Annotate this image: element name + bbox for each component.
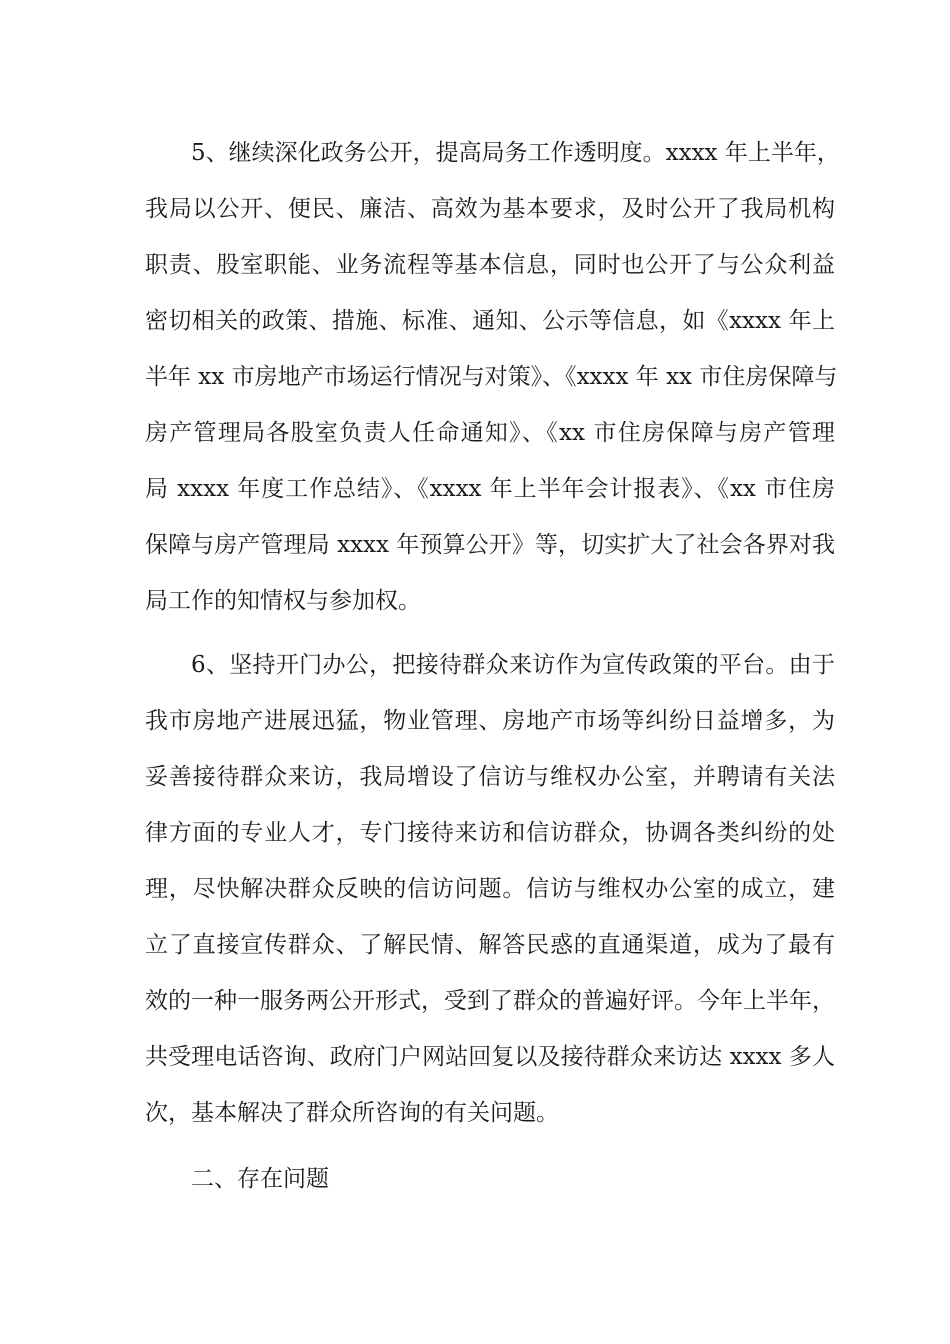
text-line: 立了直接宣传群众、了解民情、解答民惑的直通渠道，成为了最有 [145, 932, 835, 958]
text-line: 理，尽快解决群众反映的信访问题。信访与维权办公室的成立，建 [145, 876, 835, 902]
text-line: 房产管理局各股室负责人任命通知》、《xx 市住房保障与房产管理 [145, 420, 835, 446]
text-line: 妥善接待群众来访，我局增设了信访与维权办公室，并聘请有关法 [145, 764, 835, 790]
text-line: 6、坚持开门办公，把接待群众来访作为宣传政策的平台。由于 [191, 652, 835, 678]
text-line: 职责、股室职能、业务流程等基本信息，同时也公开了与公众利益 [145, 252, 835, 278]
text-line: 共受理电话咨询、政府门户网站回复以及接待群众来访达 xxxx 多人 [145, 1044, 835, 1070]
text-line: 局工作的知情权与参加权。 [145, 588, 421, 614]
text-line: 局 xxxx 年度工作总结》、《xxxx 年上半年会计报表》、《xx 市住房 [145, 476, 835, 502]
text-line: 5、继续深化政务公开，提高局务工作透明度。xxxx 年上半年， [191, 140, 840, 166]
text-line: 律方面的专业人才，专门接待来访和信访群众，协调各类纠纷的处 [145, 820, 835, 846]
text-line: 半年 xx 市房地产市场运行情况与对策》、《xxxx 年 xx 市住房保障与 [145, 364, 838, 390]
section-heading: 二、存在问题 [191, 1166, 329, 1192]
text-line: 我局以公开、便民、廉洁、高效为基本要求，及时公开了我局机构 [145, 196, 835, 222]
text-line: 我市房地产进展迅猛，物业管理、房地产市场等纠纷日益增多，为 [145, 708, 835, 734]
text-line: 密切相关的政策、措施、标准、通知、公示等信息，如《xxxx 年上 [145, 308, 835, 334]
text-line: 次，基本解决了群众所咨询的有关问题。 [145, 1100, 559, 1126]
text-line: 效的一种一服务两公开形式，受到了群众的普遍好评。今年上半年， [145, 988, 835, 1014]
text-line: 保障与房产管理局 xxxx 年预算公开》等，切实扩大了社会各界对我 [145, 532, 835, 558]
